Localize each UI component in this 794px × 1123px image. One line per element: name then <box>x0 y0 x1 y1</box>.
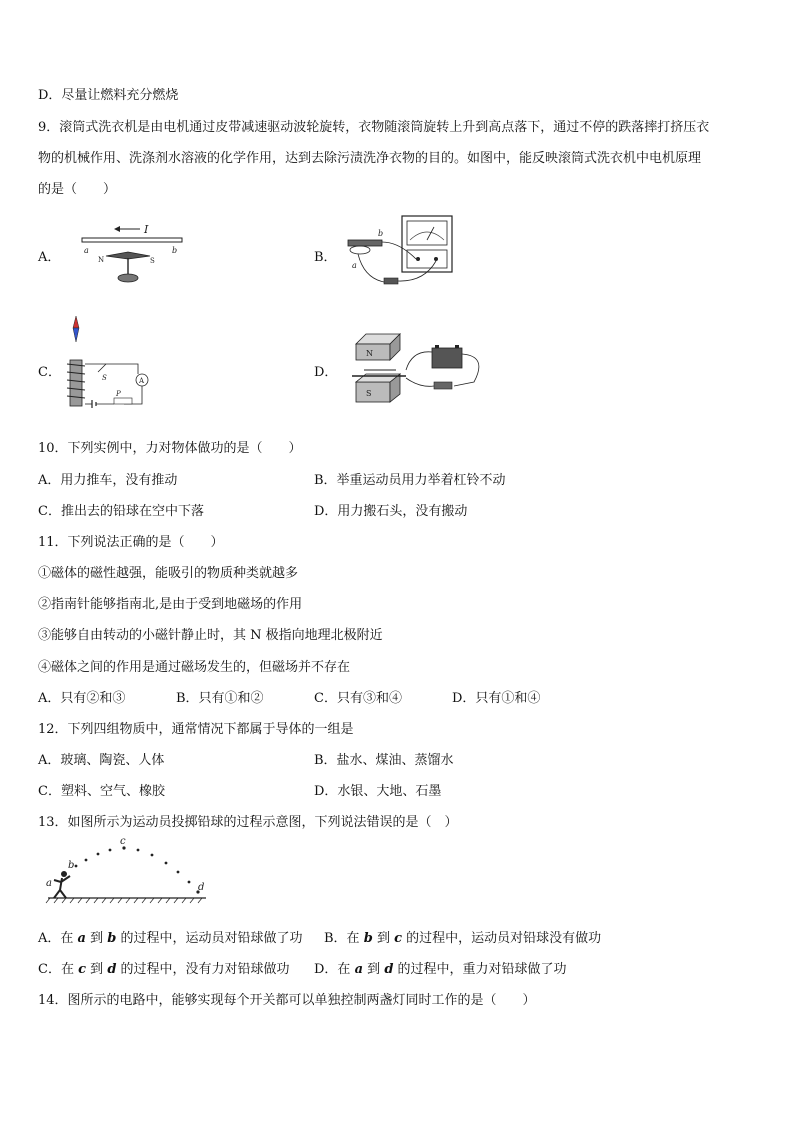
q10-option-a: A．用力推车，没有推动 <box>38 473 178 488</box>
q9-label-c: C． <box>38 365 61 380</box>
q9-figure-c <box>64 314 160 410</box>
q9-stem-line2: 物的机械作用、洗涤剂水溶液的化学作用，达到去除污渍洗净衣物的目的。如图中，能反映滚筒式洗衣机中电机原理 <box>38 151 702 166</box>
q9-figd-n: N <box>366 349 373 358</box>
q9-figb-a: a <box>352 261 357 270</box>
q11-statement-1: ①磁体的磁性越强，能吸引的物质种类就越多 <box>38 566 299 581</box>
q9-figa-current-label: I <box>144 223 149 236</box>
q11-option-a: A．只有②和③ <box>38 691 126 706</box>
q9-label-d: D． <box>314 365 338 380</box>
q12-option-b: B．盐水、煤油、蒸馏水 <box>314 753 454 768</box>
q14-stem: 14．图所示的电路中，能够实现每个开关都可以单独控制两盏灯同时工作的是（ ） <box>38 993 536 1008</box>
q12-option-a: A．玻璃、陶瓷、人体 <box>38 753 165 768</box>
q11-statement-4: ④磁体之间的作用是通过磁场发生的，但磁场并不存在 <box>38 660 351 675</box>
q10-option-b: B．举重运动员用力举着杠铃不动 <box>314 473 506 488</box>
q13-option-d: D．在 a 到 d 的过程中，重力对铅球做了功 <box>314 962 567 977</box>
q13-option-b: B．在 b 到 c 的过程中，运动员对铅球没有做功 <box>324 931 602 946</box>
q9-stem-line1: 9．滚筒式洗衣机是由电机通过皮带减速驱动波轮旋转，衣物随滚筒旋转上升到高点落下，通过不停的跌落摔打挤压衣 <box>38 120 710 135</box>
q11-option-d: D．只有①和④ <box>452 691 541 706</box>
q9-figa-b: b <box>172 246 178 255</box>
q10-option-c: C．推出去的铅球在空中下落 <box>38 504 204 519</box>
q13-stem: 13．如图所示为运动员投掷铅球的过程示意图，下列说法错误的是（ ） <box>38 815 458 830</box>
q9-label-a: A． <box>38 250 61 265</box>
q13-fig-label-c: c <box>120 836 126 847</box>
q12-option-c: C．塑料、空气、橡胶 <box>38 784 165 799</box>
q9-figc-s: S <box>102 374 107 382</box>
q9-figa-a: a <box>84 246 89 255</box>
q9-figb-b: b <box>378 229 384 238</box>
q9-figure-d <box>350 330 490 406</box>
q9-figd-s: S <box>366 389 372 398</box>
q13-option-c: C．在 c 到 d 的过程中，没有力对铅球做功 <box>38 962 290 977</box>
q11-option-c: C．只有③和④ <box>314 691 402 706</box>
svg-text:A: A <box>139 377 145 385</box>
q10-stem: 10．下列实例中，力对物体做功的是（ ） <box>38 441 302 456</box>
q13-figure-shot-put <box>40 836 210 906</box>
q11-statement-2: ②指南针能够指南北,是由于受到地磁场的作用 <box>38 597 303 612</box>
q13-option-a: A．在 a 到 b 的过程中，运动员对铅球做了功 <box>38 931 303 946</box>
q9-stem-line3: 的是（ ） <box>38 182 117 197</box>
q12-stem: 12．下列四组物质中，通常情况下都属于导体的一组是 <box>38 722 354 737</box>
q9-figa-s: S <box>150 257 155 265</box>
q13-fig-label-d: d <box>198 882 205 893</box>
q11-stem: 11．下列说法正确的是（ ） <box>38 535 224 550</box>
q9-figure-b <box>344 212 466 292</box>
q8-option-d: D．尽量让燃料充分燃烧 <box>38 88 179 103</box>
q10-option-d: D．用力搬石头，没有搬动 <box>314 504 468 519</box>
q11-statement-3: ③能够自由转动的小磁针静止时，其 N 极指向地理北极附近 <box>38 628 383 643</box>
q12-option-d: D．水银、大地、石墨 <box>314 784 442 799</box>
q9-figure-a <box>76 216 188 288</box>
q9-figa-n: N <box>98 256 105 264</box>
q13-fig-label-a: a <box>46 878 52 889</box>
q13-fig-label-b: b <box>68 860 75 871</box>
q11-option-b: B．只有①和② <box>176 691 264 706</box>
q9-figc-p: P <box>116 390 121 398</box>
q9-label-b: B． <box>314 250 337 265</box>
